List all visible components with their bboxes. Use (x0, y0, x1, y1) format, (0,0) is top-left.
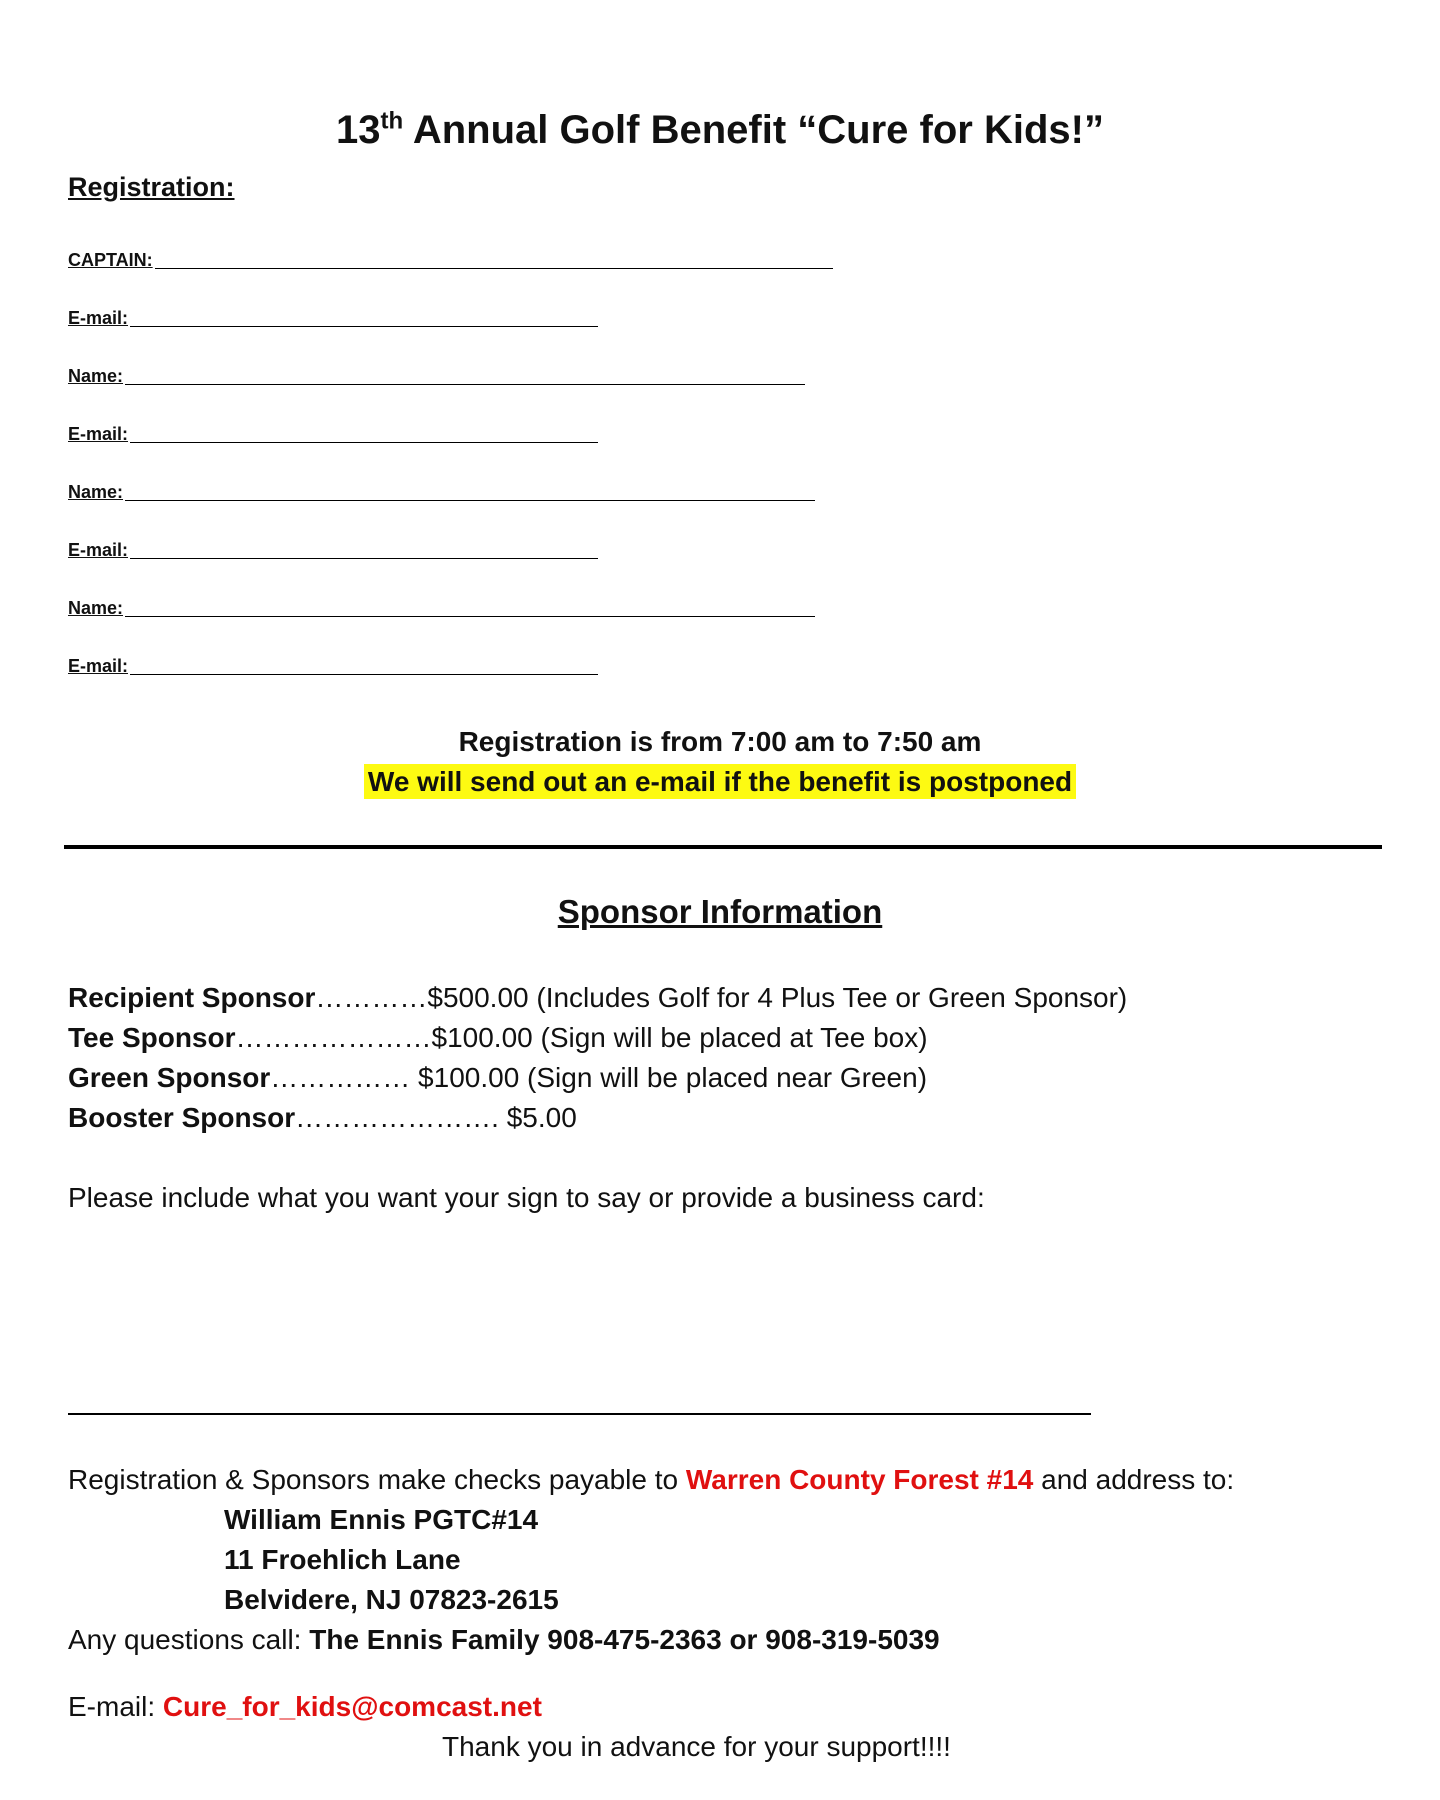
name-field-3[interactable] (68, 598, 815, 619)
email-label: E-mail: (68, 308, 129, 328)
thanks-note: Thank you in advance for your support!!!! (442, 1731, 951, 1762)
title-text: Annual Golf Benefit “Cure for Kids!” (403, 108, 1104, 152)
email-prefix: E-mail: (68, 1691, 163, 1722)
payee: Warren County Forest #14 (685, 1464, 1034, 1495)
email-field-4[interactable] (68, 656, 598, 677)
sponsor-level-detail: (Sign will be placed at Tee box) (532, 1022, 928, 1053)
sponsor-level-dots: …………………. (295, 1102, 507, 1133)
address-line-3: Belvidere, NJ 07823-2615 (224, 1584, 559, 1615)
payment-suffix: and address to: (1033, 1464, 1235, 1495)
questions-line (68, 1624, 940, 1656)
payment-prefix: Registration & Sponsors make checks payable to (68, 1464, 686, 1495)
name-label: Name: (68, 598, 124, 618)
sponsor-level-dots: ………… (315, 982, 428, 1013)
sign-text-line[interactable] (68, 1413, 1091, 1415)
sponsor-level-dots: ………………… (235, 1022, 432, 1053)
sponsor-level-price: $100.00 (431, 1022, 533, 1053)
section-divider (64, 845, 1382, 849)
sponsor-level-name: Tee Sponsor (68, 1022, 236, 1053)
name-field-2[interactable] (68, 482, 815, 503)
captain-field[interactable] (68, 250, 833, 271)
email-label: E-mail: (68, 540, 129, 560)
email-input-line[interactable] (130, 325, 598, 327)
questions-contact: The Ennis Family 908-475-2363 or 908-319-5039 (309, 1624, 940, 1655)
email-line (68, 1691, 542, 1723)
name-field-1[interactable] (68, 366, 805, 387)
sponsor-level-name: Green Sponsor (68, 1062, 271, 1093)
sponsor-level-name: Booster Sponsor (68, 1102, 296, 1133)
sponsor-level-price: $5.00 (506, 1102, 577, 1133)
sponsor-heading-row (0, 893, 1440, 931)
email-label: E-mail: (68, 424, 129, 444)
email-input-line[interactable] (130, 557, 598, 559)
contact-email-link[interactable]: Cure_for_kids@comcast.net (162, 1691, 542, 1722)
name-label: Name: (68, 366, 124, 386)
registration-time-note: Registration is from 7:00 am to 7:50 am (458, 726, 982, 757)
postpone-note: We will send out an e-mail if the benefit is postponed (364, 764, 1076, 799)
sponsor-level-booster (68, 1102, 577, 1134)
email-field-1[interactable] (68, 308, 598, 329)
captain-input-line[interactable] (155, 267, 833, 269)
name-input-line[interactable] (125, 499, 815, 501)
sponsor-level-dots: …………… (270, 1062, 419, 1093)
sponsor-level-price: $100.00 (418, 1062, 520, 1093)
sponsor-level-detail: (Includes Golf for 4 Plus Tee or Green Sponsor) (528, 982, 1128, 1013)
sponsor-level-recipient (68, 982, 1127, 1014)
sponsor-heading: Sponsor Information (557, 893, 883, 930)
name-input-line[interactable] (125, 615, 815, 617)
payment-instructions (68, 1464, 1234, 1496)
sign-prompt: Please include what you want your sign to say or provide a business card: (68, 1182, 985, 1213)
captain-label: CAPTAIN: (68, 250, 153, 270)
email-field-2[interactable] (68, 424, 598, 445)
address-line-1: William Ennis PGTC#14 (224, 1504, 539, 1535)
sponsor-level-green (68, 1062, 927, 1094)
sponsor-level-tee (68, 1022, 928, 1054)
sponsor-level-name: Recipient Sponsor (68, 982, 316, 1013)
email-field-3[interactable] (68, 540, 598, 561)
sponsor-level-price: $500.00 (427, 982, 529, 1013)
email-input-line[interactable] (130, 673, 598, 675)
title-suffix: th (380, 107, 404, 135)
name-label: Name: (68, 482, 124, 502)
name-input-line[interactable] (125, 383, 805, 385)
postpone-note-row (0, 766, 1440, 798)
sponsor-level-detail: (Sign will be placed near Green) (519, 1062, 928, 1093)
email-label: E-mail: (68, 656, 129, 676)
address-line-2: 11 Froehlich Lane (224, 1544, 461, 1575)
email-input-line[interactable] (130, 441, 598, 443)
registration-heading: Registration: (68, 172, 235, 202)
questions-prefix: Any questions call: (68, 1624, 310, 1655)
title-number: 13 (336, 108, 381, 152)
page-title (0, 108, 1440, 153)
